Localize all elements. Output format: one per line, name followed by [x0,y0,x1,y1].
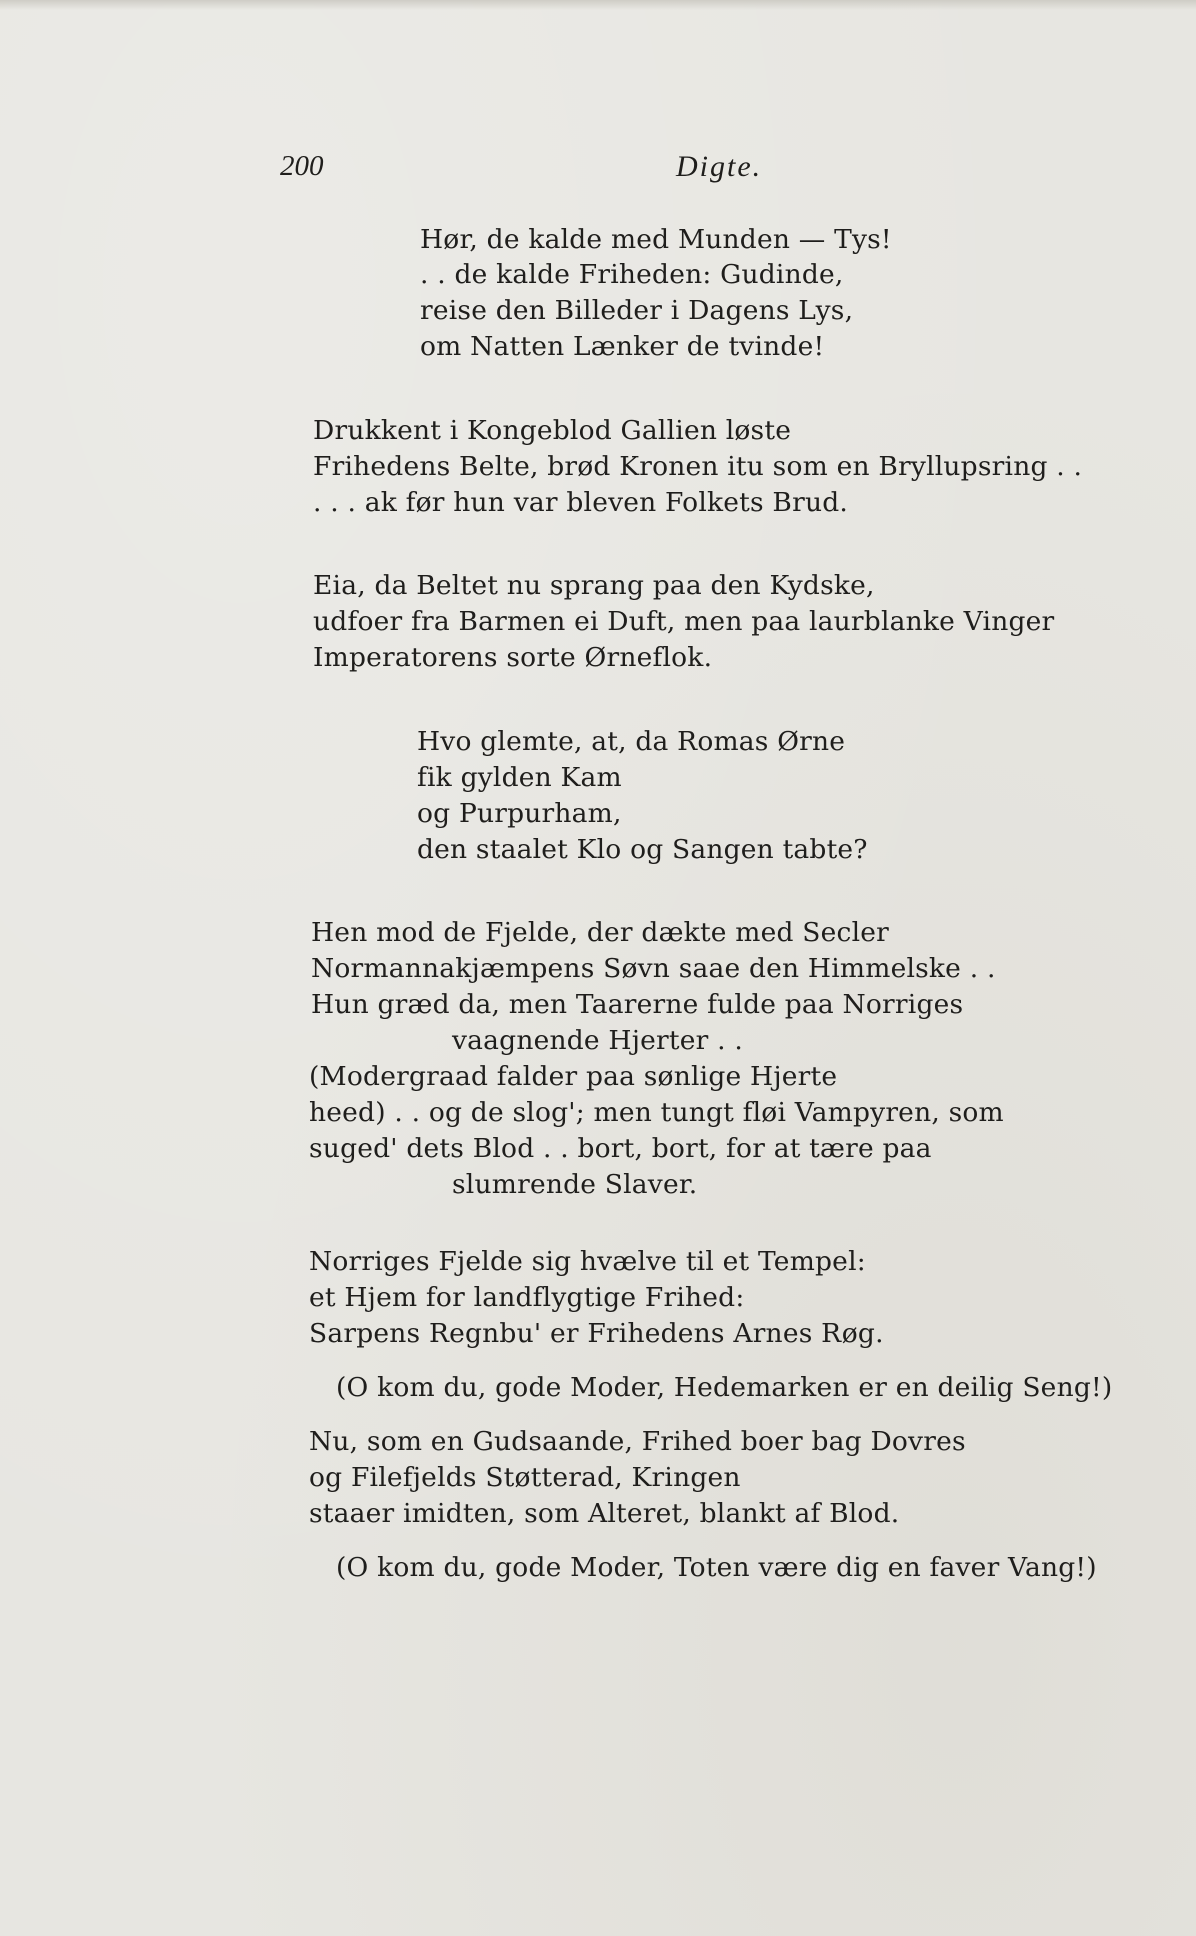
poem-line: Sarpens Regnbu' er Frihedens Arnes Røg. [309,1318,884,1349]
page-number: 200 [280,150,324,182]
poem-line: fik gylden Kam [417,762,622,793]
poem-line: Frihedens Belte, brød Kronen itu som en Bryllupsring . . [313,451,1083,482]
poem-line: og Filefjelds Støtterad, Kringen [309,1462,741,1493]
poem-line: Norriges Fjelde sig hvælve til et Tempel: [309,1246,866,1277]
poem-line: . . de kalde Friheden: Gudinde, [420,259,844,290]
poem-line: og Purpurham, [417,798,622,829]
poem-line: heed) . . og de slog'; men tungt fløi Vampyren, som [309,1097,1004,1128]
poem-line: Eia, da Beltet nu sprang paa den Kydske, [313,570,875,601]
poem-line: suged' dets Blod . . bort, bort, for at tære paa [309,1133,932,1164]
running-title: Digte. [676,150,763,183]
poem-line: et Hjem for landflygtige Frihed: [309,1282,745,1313]
poem-line: vaagnende Hjerter . . [452,1025,743,1056]
poem-line: udfoer fra Barmen ei Duft, men paa laurblanke Vinger [313,606,1055,637]
poem-line: Imperatorens sorte Ørneflok. [313,642,713,673]
poem-line: Hun græd da, men Taarerne fulde paa Norriges [311,989,964,1020]
poem-line: Hen mod de Fjelde, der dækte med Secler [311,917,890,948]
poem-line: Drukkent i Kongeblod Gallien løste [313,415,792,446]
poem-line: Hvo glemte, at, da Romas Ørne [417,726,846,757]
poem-line: reise den Billeder i Dagens Lys, [420,295,854,326]
poem-line: Normannakjæmpens Søvn saae den Himmelske . . [311,953,996,984]
poem-line: staaer imidten, som Alteret, blankt af Blod. [309,1498,900,1529]
poem-line: slumrende Slaver. [452,1169,698,1200]
poem-refrain: (O kom du, gode Moder, Hedemarken er en deilig Seng!) [336,1372,1113,1403]
poem-line: . . . ak før hun var bleven Folkets Brud. [313,487,849,518]
poem-line: om Natten Lænker de tvinde! [420,331,825,362]
poem-line: (Modergraad falder paa sønlige Hjerte [309,1061,838,1092]
poem-line: Hør, de kalde med Munden — Tys! [420,224,892,255]
poem-line: den staalet Klo og Sangen tabte? [417,834,868,865]
poem-line: Nu, som en Gudsaande, Frihed boer bag Dovres [309,1426,966,1457]
poem-refrain: (O kom du, gode Moder, Toten være dig en faver Vang!) [336,1552,1097,1583]
